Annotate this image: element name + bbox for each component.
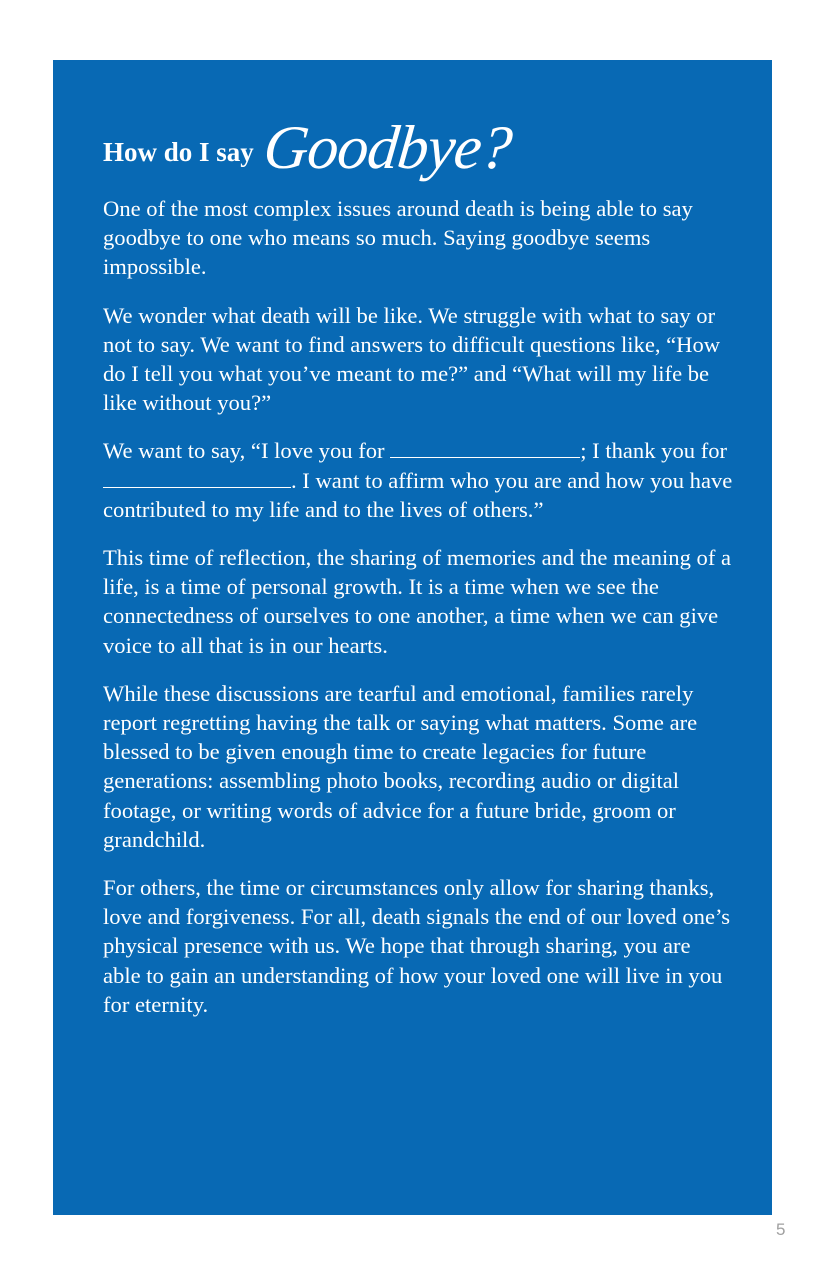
paragraph-6: For others, the time or circumstances only allow for sharing thanks, love and forgiveness. For all, death signals the end of our loved one’s physical presence with us. We hope that through sharing, you are able to gain an understanding of how your loved one will live in you for eternity.	[103, 875, 731, 1017]
title-lead: How do I say	[103, 137, 254, 167]
paragraph-3-part-a: We want to say, “I love you for	[103, 438, 391, 464]
page-title	[103, 104, 733, 194]
fill-in-blank-2	[103, 469, 291, 488]
content-panel	[53, 60, 772, 1215]
paragraph-3-part-b: ; I thank you for	[580, 438, 728, 464]
paragraph-2: We wonder what death will be like. We struggle with what to say or not to say. We want to find answers to difficult questions like, “How do I tell you what you’ve meant to me?” and “What will my life be like without you?”	[103, 302, 721, 416]
paragraph-4: This time of reflection, the sharing of memories and the meaning of a life, is a time of personal growth. It is a time when we see the connectedness of ourselves to one another, a time when we can give voice to all that is in our hearts.	[103, 545, 732, 658]
paragraph-1: One of the most complex issues around death is being able to say goodbye to one who means so much. Saying goodbye seems impossible.	[103, 196, 693, 280]
article	[103, 104, 733, 1038]
paragraph-3-part-c: . I want to affirm who you are and how you have contributed to my life and to the lives of others.”	[103, 467, 733, 522]
title-script: Goodbye?	[260, 114, 515, 182]
paragraph-5: While these discussions are tearful and emotional, families rarely report regretting having the talk or saying what matters. Some are blessed to be given enough time to create legacies for future generations: assembling photo books, recording audio or digital footage, or writing words of advice for a future bride, groom or grandchild.	[103, 680, 698, 852]
page-number: 5	[776, 1220, 786, 1239]
paragraph-3	[103, 436, 733, 524]
fill-in-blank-1	[390, 439, 580, 458]
